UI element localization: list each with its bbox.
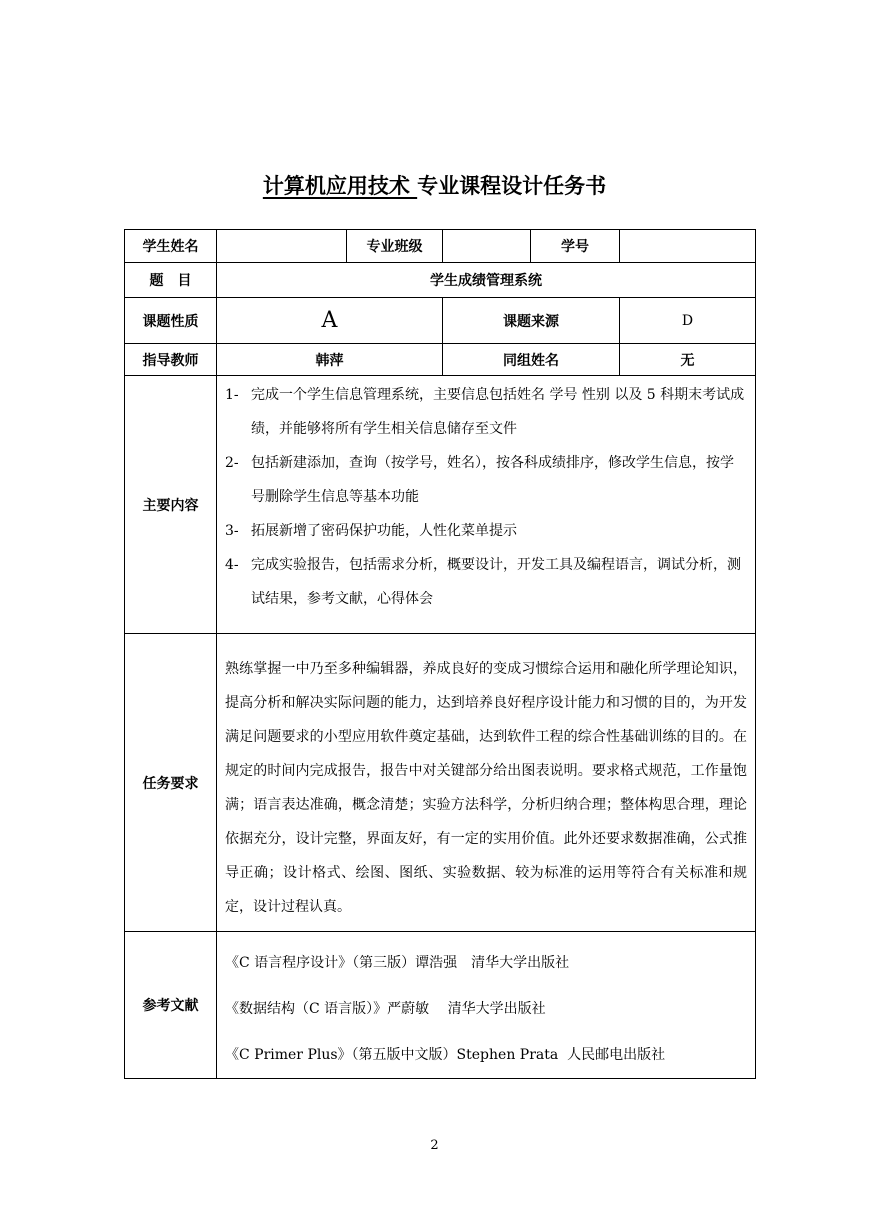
nature-value: A xyxy=(217,298,443,344)
requirements-text: 熟练掌握一中乃至多种编辑器，养成良好的变成习惯综合运用和融化所学理论知识，提高分析和解决实际问题的能力，达到培养良好程序设计能力和习惯的目的，为开发满足问题要求的小型应用软件奠定基础，达到软件工程的综合性基础训练的目的。在规定的时间内完成报告，报告中对关键部分给出图表说明。要求格式规范，工作量饱满；语言表达准确，概念清楚；实验方法科学，分析归纳合理；整体构思合理，理论依据充分，设计完整，界面友好，有一定的实用价值。此外还要求数据准确，公式推导正确；设计格式、绘图、图纸、实验数据、较为标准的运用等符合有关标准和规定，设计过程认真。 xyxy=(217,634,756,932)
teacher-value: 韩萍 xyxy=(217,344,443,376)
student-name-label: 学生姓名 xyxy=(125,230,217,263)
content-item xyxy=(225,514,747,548)
content-label: 主要内容 xyxy=(125,376,217,634)
content-item xyxy=(225,446,747,514)
source-value: D xyxy=(620,298,756,344)
content-item xyxy=(225,378,747,446)
major-name: 计算机应用技术 xyxy=(262,174,418,198)
document-title xyxy=(0,170,869,200)
content-item-number: 3- xyxy=(225,523,239,539)
student-id-value xyxy=(620,230,756,263)
nature-label: 课题性质 xyxy=(125,298,217,344)
content-list xyxy=(217,376,756,634)
content-item-text: 包括新建添加，查询（按学号，姓名），按各科成绩排序，修改学生信息，按学号删除学生信息等基本功能 xyxy=(251,455,734,505)
topic-label: 题 目 xyxy=(125,263,217,298)
group-label: 同组姓名 xyxy=(443,344,620,376)
source-label: 课题来源 xyxy=(443,298,620,344)
content-item-text: 完成一个学生信息管理系统，主要信息包括姓名 学号 性别 以及 5 科期末考试成绩，并能够将所有学生相关信息储存至文件 xyxy=(251,387,745,437)
student-name-value xyxy=(217,230,347,263)
references-list xyxy=(217,932,756,1079)
references-label: 参考文献 xyxy=(125,932,217,1079)
task-form-table xyxy=(124,229,756,1079)
title-rest: 专业课程设计任务书 xyxy=(417,174,607,198)
content-item xyxy=(225,548,747,616)
content-item-number: 1- xyxy=(225,387,239,403)
page-number: 2 xyxy=(430,1138,439,1153)
class-value xyxy=(443,230,531,263)
reference-item: 《C 语言程序设计》（第三版）谭浩强 清华大学出版社 xyxy=(225,955,570,971)
student-id-label: 学号 xyxy=(531,230,620,263)
content-item-number: 2- xyxy=(225,455,239,471)
reference-item: 《C Primer Plus》（第五版中文版）Stephen Prata 人民邮电出版社 xyxy=(225,1047,666,1063)
reference-item: 《数据结构（C 语言版）》严蔚敏 清华大学出版社 xyxy=(225,1001,546,1017)
content-item-number: 4- xyxy=(225,557,239,573)
class-label: 专业班级 xyxy=(347,230,443,263)
content-item-text: 拓展新增了密码保护功能，人性化菜单提示 xyxy=(251,523,517,539)
topic-value: 学生成绩管理系统 xyxy=(217,263,756,298)
group-value: 无 xyxy=(620,344,756,376)
content-item-text: 完成实验报告，包括需求分析，概要设计，开发工具及编程语言，调试分析，测试结果，参考文献，心得体会 xyxy=(251,557,741,607)
requirements-label: 任务要求 xyxy=(125,634,217,932)
teacher-label: 指导教师 xyxy=(125,344,217,376)
